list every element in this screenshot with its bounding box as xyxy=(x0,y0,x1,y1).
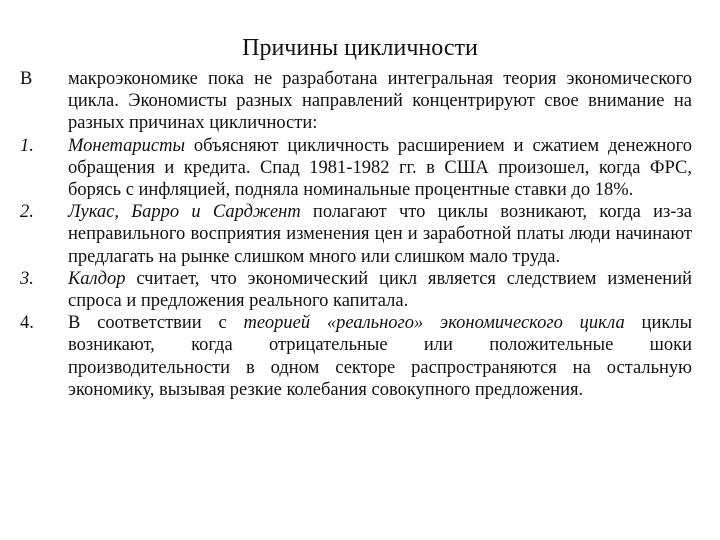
list-item-lead: теорией «реального» экономического цикла xyxy=(243,313,625,334)
list-item-number: 1. xyxy=(20,135,34,156)
list-item-number: 2. xyxy=(20,202,34,223)
list-item-lead: Лукас, Барро и Сарджент xyxy=(68,202,301,223)
list-item-text xyxy=(68,268,692,312)
intro-marker: В xyxy=(20,69,33,89)
list-item-lead: Монетаристы xyxy=(68,135,185,156)
slide-body xyxy=(20,68,692,401)
list-item-text xyxy=(68,312,692,401)
list-item xyxy=(20,135,692,202)
intro-text: макроэкономике пока не разработана интегральная теория экономического цикла. Экономисты разных направлений концентрируют свое внимание на разных причинах цикличности: xyxy=(68,69,692,134)
list-item xyxy=(20,268,692,312)
list-item-lead: Калдор xyxy=(68,268,126,289)
list-item-number: 3. xyxy=(20,268,34,289)
list-item-text xyxy=(68,201,692,268)
list-item-text xyxy=(68,135,692,202)
slide-title: Причины цикличности xyxy=(242,35,478,61)
list-item-number: 4. xyxy=(20,313,34,334)
list-item-body: циклы возникают, когда отрицательные или положительные шоки производительности в одном секторе распространяются на остальную экономику, вызывая резкие колебания совокупного предложения. xyxy=(68,313,692,400)
list-item-body: объясняют цикличность расширением и сжатием денежного обращения и кредита. Спад 1981-1982 гг. в США произошел, когда ФРС, борясь с инфляцией, подняла номинальные процентные ставки до 18%. xyxy=(68,135,692,201)
intro-paragraph xyxy=(20,68,692,135)
list-item-body: полагают что циклы возникают, когда из-за неправильного восприятия изменения цен и заработной платы люди начинают предлагать на рынке слишком много или слишком мало труда. xyxy=(68,202,692,267)
list-item xyxy=(20,201,692,268)
list-item xyxy=(20,312,692,401)
list-item-pre: В соответствии с xyxy=(68,313,244,334)
list-item-body: считает, что экономический цикл является следствием изменений спроса и предложения реального капитала. xyxy=(68,268,692,312)
